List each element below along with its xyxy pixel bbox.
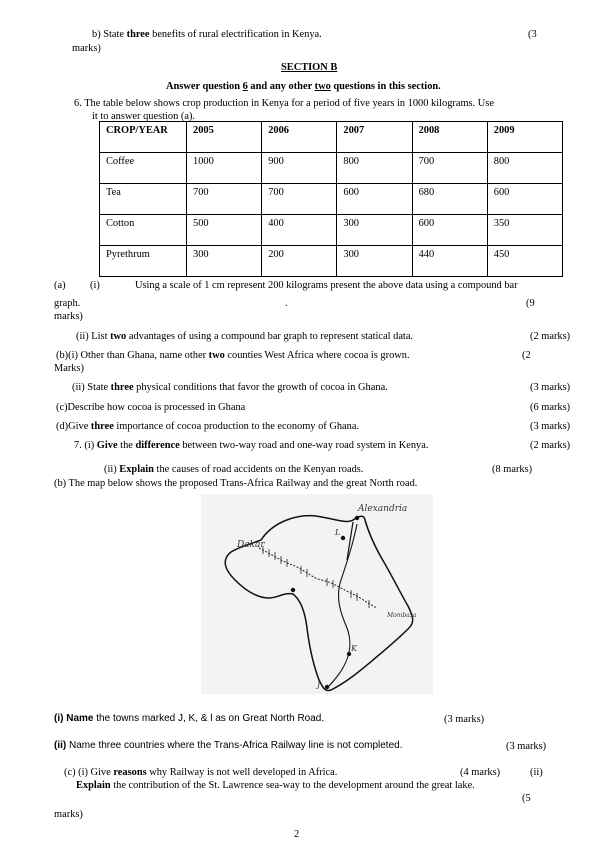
table-cell: 800 bbox=[487, 153, 562, 184]
africa-map-drawing bbox=[201, 494, 433, 694]
table-header-cell: CROP/YEAR bbox=[100, 122, 187, 153]
table-cell: 450 bbox=[487, 246, 562, 277]
page-number: 2 bbox=[294, 829, 300, 840]
q6ai-marks: (9 bbox=[526, 298, 535, 309]
map-label-k: K bbox=[351, 644, 357, 653]
q6-intro-line1: 6. The table below shows crop production in Kenya for a period of five years in 1000 kilograms. Use bbox=[74, 98, 494, 109]
q7cii-label: (ii) bbox=[530, 767, 543, 778]
q7ci-text: (c) (i) Give reasons why Railway is not well developed in Africa. bbox=[64, 767, 338, 778]
table-cell: 600 bbox=[337, 184, 412, 215]
q6bii-text: (ii) State three physical conditions that favor the growth of cocoa in Ghana. bbox=[72, 382, 388, 393]
table-cell: 400 bbox=[262, 215, 337, 246]
q7cii-text: Explain the contribution of the St. Lawrence sea-way to the development around the great lake. bbox=[76, 780, 475, 791]
q7b-text: (b) The map below shows the proposed Trans-Africa Railway and the great North road. bbox=[54, 478, 418, 489]
table-cell: 350 bbox=[487, 215, 562, 246]
map-label-mombasa: Mombasa bbox=[387, 612, 417, 619]
table-cell: 300 bbox=[337, 246, 412, 277]
map-label-alexandria: Alexandria bbox=[358, 504, 408, 514]
table-cell: 600 bbox=[412, 215, 487, 246]
table-header-cell: 2006 bbox=[262, 122, 337, 153]
q6bi-text: (b)(i) Other than Ghana, name other two counties West Africa where cocoa is grown. bbox=[56, 350, 410, 361]
q7ii-text: (ii) Explain the causes of road accidents on the Kenyan roads. bbox=[104, 464, 364, 475]
table-header-cell: 2005 bbox=[187, 122, 262, 153]
table-cell: 600 bbox=[487, 184, 562, 215]
nile-line bbox=[347, 522, 353, 560]
q7bi-marks: (3 marks) bbox=[444, 714, 485, 725]
q6d-text: (d)Give three importance of cocoa production to the economy of Ghana. bbox=[56, 421, 360, 432]
q7ii-marks: (8 marks) bbox=[492, 464, 533, 475]
section-instruction: Answer question 6 and any other two questions in this section. bbox=[166, 81, 441, 92]
section-title: SECTION B bbox=[281, 62, 338, 73]
railway-ties bbox=[263, 546, 369, 608]
table-header-row bbox=[100, 122, 563, 153]
q6bi-marks-word: Marks) bbox=[54, 363, 85, 374]
q6c-marks: (6 marks) bbox=[530, 402, 571, 413]
africa-map bbox=[201, 494, 433, 694]
q6d-marks: (3 marks) bbox=[530, 421, 571, 432]
q5b-marks-word: marks) bbox=[72, 43, 101, 54]
q7ci-marks: (4 marks) bbox=[460, 767, 501, 778]
q6-intro-line2: it to answer question (a). bbox=[92, 111, 196, 122]
q6bi-marks: (2 bbox=[522, 350, 531, 361]
q6aii-marks: (2 marks) bbox=[530, 331, 571, 342]
table-header-cell: 2009 bbox=[487, 122, 562, 153]
q6ai-text: Using a scale of 1 cm represent 200 kilograms present the above data using a compound bar bbox=[135, 280, 518, 291]
table-cell: Pyrethrum bbox=[100, 246, 187, 277]
table-cell: 900 bbox=[262, 153, 337, 184]
q5b-text: b) State three benefits of rural electrification in Kenya. bbox=[92, 29, 322, 40]
q7cii-marks: (5 bbox=[522, 793, 531, 804]
q7i-marks: (2 marks) bbox=[530, 440, 571, 451]
q7bii-text: (ii) Name three countries where the Trans-Africa Railway line is not completed. bbox=[54, 740, 403, 751]
table-cell: 700 bbox=[262, 184, 337, 215]
map-label-j: J bbox=[317, 680, 321, 689]
table-cell: 300 bbox=[187, 246, 262, 277]
table-row bbox=[100, 153, 563, 184]
table-cell: 700 bbox=[187, 184, 262, 215]
map-label-dakar: Dakar bbox=[237, 540, 265, 550]
town-marker-l bbox=[341, 536, 345, 540]
crop-production-table bbox=[99, 121, 563, 277]
q6aii-text: (ii) List two advantages of using a compound bar graph to represent statical data. bbox=[76, 331, 414, 342]
q5b-marks: (3 bbox=[528, 29, 537, 40]
town-marker-j bbox=[325, 685, 329, 689]
table-cell: 700 bbox=[412, 153, 487, 184]
town-marker-alexandria bbox=[355, 516, 359, 520]
table-cell: 200 bbox=[262, 246, 337, 277]
q7bi-text: (i) Name the towns marked J, K, & l as on Great North Road. bbox=[54, 713, 325, 724]
town-marker-west bbox=[291, 588, 295, 592]
q7i-text: 7. (i) Give the difference between two-way road and one-way road system in Kenya. bbox=[74, 440, 429, 451]
table-cell: 680 bbox=[412, 184, 487, 215]
q6ai-cont: graph. bbox=[54, 298, 81, 309]
q6ai-label: (i) bbox=[90, 280, 100, 291]
q6c-text: (c)Describe how cocoa is processed in Ghana bbox=[56, 402, 246, 413]
trans-africa-railway bbox=[259, 548, 377, 608]
table-cell: Coffee bbox=[100, 153, 187, 184]
table-cell: Tea bbox=[100, 184, 187, 215]
q6a-label: (a) bbox=[54, 280, 66, 291]
q7cii-marks-word: marks) bbox=[54, 809, 83, 820]
table-row bbox=[100, 215, 563, 246]
table-row bbox=[100, 246, 563, 277]
map-label-l: L bbox=[335, 528, 341, 537]
table-cell: 440 bbox=[412, 246, 487, 277]
q7bii-marks: (3 marks) bbox=[506, 741, 547, 752]
table-cell: 500 bbox=[187, 215, 262, 246]
table-row bbox=[100, 184, 563, 215]
table-cell: 1000 bbox=[187, 153, 262, 184]
q6ai-marks-word: marks) bbox=[54, 311, 83, 322]
table-header-cell: 2008 bbox=[412, 122, 487, 153]
great-north-road bbox=[327, 524, 357, 688]
q6bii-marks: (3 marks) bbox=[530, 382, 571, 393]
table-cell: 800 bbox=[337, 153, 412, 184]
q6ai-dot: . bbox=[285, 298, 288, 309]
table-cell: 300 bbox=[337, 215, 412, 246]
table-cell: Cotton bbox=[100, 215, 187, 246]
table-header-cell: 2007 bbox=[337, 122, 412, 153]
